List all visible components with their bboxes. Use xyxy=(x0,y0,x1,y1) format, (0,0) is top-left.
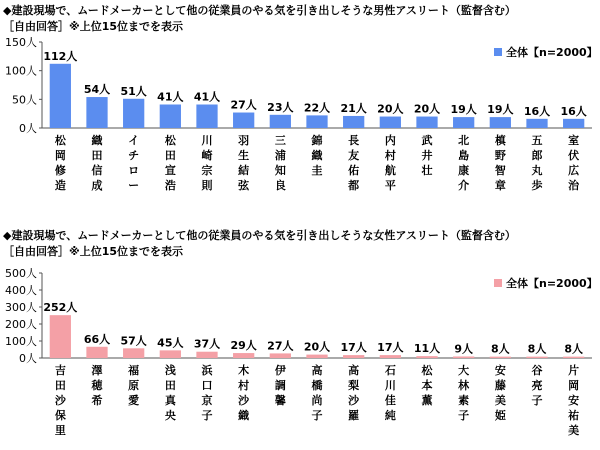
chart-subtitle: ［自由回答］※上位15位までを表示 xyxy=(3,20,184,33)
data-label: 9人 xyxy=(454,342,473,356)
data-label: 41人 xyxy=(157,90,184,104)
data-label: 22人 xyxy=(303,101,331,115)
bar xyxy=(123,348,144,358)
data-label: 21人 xyxy=(340,101,367,115)
bar xyxy=(380,355,401,358)
bar xyxy=(306,115,327,128)
category-label: 松岡修造 xyxy=(54,134,66,192)
chart-title: ◆建設現場で、ムードメーカーとして他の従業員のやる気を引き出しそうな男性アスリート（監督含む） xyxy=(3,4,516,17)
bar xyxy=(526,357,547,358)
legend-label: 全体【n=2000】 xyxy=(506,46,598,59)
data-label: 54人 xyxy=(83,83,111,97)
legend-swatch xyxy=(494,48,502,56)
bar xyxy=(86,97,107,128)
bar xyxy=(490,357,511,358)
category-label: 槙野智章 xyxy=(494,134,506,192)
category-label: 浜口京子 xyxy=(201,364,213,422)
bar xyxy=(86,347,107,358)
data-label: 112人 xyxy=(43,49,78,63)
category-label: 石川佳純 xyxy=(384,364,396,422)
category-label: 三浦知良 xyxy=(274,134,286,192)
category-label: 吉田沙保里 xyxy=(54,364,66,437)
bar xyxy=(453,117,474,128)
y-tick-label: 500人 xyxy=(5,267,37,280)
bar xyxy=(490,117,511,128)
category-label: 谷亮子 xyxy=(531,364,543,407)
category-label: 木村沙織 xyxy=(238,364,250,422)
bar xyxy=(233,113,254,128)
data-label: 8人 xyxy=(491,342,510,356)
bar xyxy=(343,355,364,358)
category-label: 大林素子 xyxy=(458,364,470,422)
data-label: 57人 xyxy=(120,334,147,348)
data-label: 41人 xyxy=(193,90,221,104)
data-label: 20人 xyxy=(413,102,441,116)
data-label: 45人 xyxy=(157,336,184,350)
category-label: 澤穂希 xyxy=(91,364,103,407)
category-label: 錦織圭 xyxy=(311,134,323,177)
y-tick-label: 200人 xyxy=(5,318,37,331)
bar xyxy=(306,355,327,358)
category-label: 浅田真央 xyxy=(164,364,176,422)
data-label: 51人 xyxy=(120,84,147,98)
y-tick-label: 0人 xyxy=(19,122,37,135)
category-label: 片岡安祐美 xyxy=(568,364,580,437)
bar xyxy=(196,352,217,358)
category-label: イチロー xyxy=(128,134,140,192)
bar xyxy=(416,356,437,358)
data-label: 19人 xyxy=(450,103,477,117)
category-label: 松田宣浩 xyxy=(164,134,176,192)
y-tick-label: 50人 xyxy=(12,93,37,107)
category-label: 高橋尚子 xyxy=(311,364,323,422)
category-label: 川崎宗則 xyxy=(201,134,213,192)
bar xyxy=(160,350,181,358)
data-label: 252人 xyxy=(43,301,78,315)
bar xyxy=(196,104,217,128)
bar xyxy=(453,356,474,358)
female-athlete-chart-panel xyxy=(0,225,600,450)
chart-subtitle: ［自由回答］※上位15位までを表示 xyxy=(3,245,184,258)
bar xyxy=(380,117,401,128)
data-label: 16人 xyxy=(523,104,551,118)
bar xyxy=(526,119,547,128)
y-tick-label: 100人 xyxy=(5,64,37,78)
data-label: 66人 xyxy=(83,332,111,346)
y-tick-label: 100人 xyxy=(5,335,37,348)
legend-label: 全体【n=2000】 xyxy=(506,277,598,290)
data-label: 37人 xyxy=(193,337,221,351)
data-label: 11人 xyxy=(413,342,441,356)
bar xyxy=(270,115,291,128)
chart-title: ◆建設現場で、ムードメーカーとして他の従業員のやる気を引き出しそうな女性アスリート（監督含む） xyxy=(3,229,516,242)
category-label: 長友佑都 xyxy=(348,134,360,192)
data-label: 8人 xyxy=(527,342,547,356)
data-label: 8人 xyxy=(564,342,583,356)
data-label: 19人 xyxy=(487,103,514,117)
category-label: 羽生結弦 xyxy=(238,134,250,192)
female-athlete-bar-chart xyxy=(0,225,600,450)
category-label: 伊調馨 xyxy=(274,364,286,407)
data-label: 27人 xyxy=(230,98,257,112)
bar xyxy=(123,99,144,128)
category-label: 武井壮 xyxy=(421,134,433,177)
bar xyxy=(416,117,437,128)
bar xyxy=(343,116,364,128)
category-label: 五郎丸歩 xyxy=(531,134,543,192)
data-label: 23人 xyxy=(267,100,294,114)
category-label: 高梨沙羅 xyxy=(348,364,360,422)
data-label: 27人 xyxy=(267,339,294,353)
data-label: 17人 xyxy=(340,341,367,355)
y-tick-label: 0人 xyxy=(19,352,37,365)
category-label: 織田信成 xyxy=(91,134,103,192)
data-label: 20人 xyxy=(377,102,404,116)
bar xyxy=(270,353,291,358)
bar xyxy=(160,104,181,128)
y-tick-label: 300人 xyxy=(5,301,37,314)
bar xyxy=(233,353,254,358)
data-label: 17人 xyxy=(377,341,404,355)
bar xyxy=(563,357,584,358)
category-label: 室伏広治 xyxy=(568,134,580,192)
category-label: 安藤美姫 xyxy=(494,364,506,422)
category-label: 松本薫 xyxy=(421,364,433,407)
y-tick-label: 400人 xyxy=(5,284,37,297)
bar xyxy=(50,315,71,358)
data-label: 20人 xyxy=(303,340,331,354)
category-label: 福原愛 xyxy=(128,364,140,407)
y-tick-label: 150人 xyxy=(5,36,37,49)
bar xyxy=(563,119,584,128)
legend-swatch xyxy=(494,279,502,287)
bar xyxy=(50,64,71,128)
data-label: 29人 xyxy=(230,339,257,353)
category-label: 内村航平 xyxy=(384,134,396,192)
category-label: 北島康介 xyxy=(458,134,470,192)
data-label: 16人 xyxy=(560,104,587,118)
